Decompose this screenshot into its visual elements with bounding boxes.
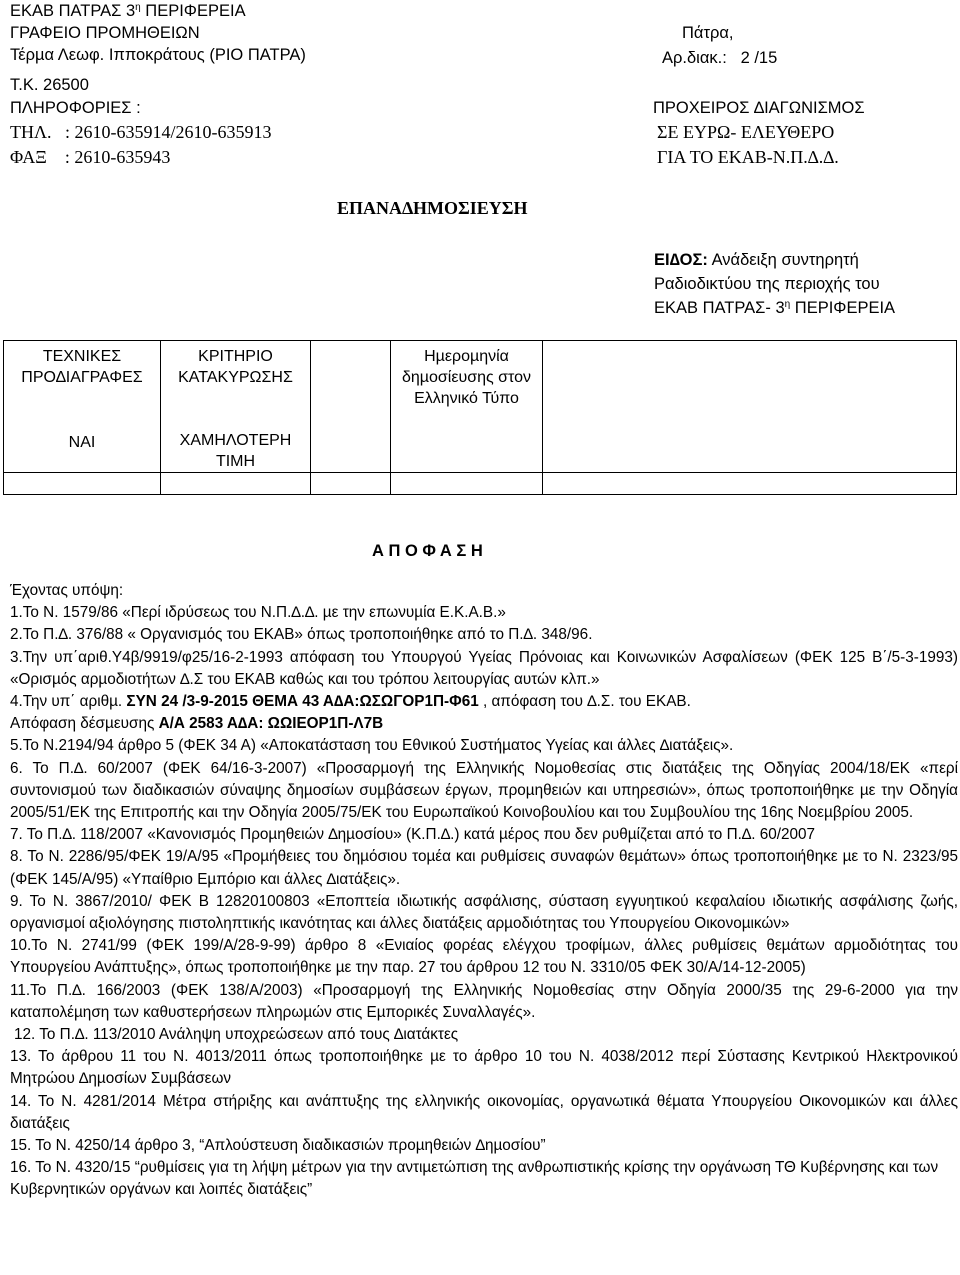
header-org-line: ΕΚΑΒ ΠΑΤΡΑΣ $3^\eta$ ΠΕΡΙΦΕΡΕΙΑ	[10, 2, 246, 20]
page-title: ΕΠΑΝΑ∆ΗΜΟΣΙΕΥΣΗ	[337, 198, 528, 218]
technical-specs-header: ΤΕΧΝΙΚΕΣ ΠΡΟ∆ΙΑΓΡΑΦΕΣ	[21, 348, 143, 386]
subject-line-3: ΕΚΑΒ ΠΑΤΡΑΣ- $3^\eta$ ΠΕΡΙΦΕΡΕΙΑ	[654, 299, 896, 317]
award-criterion-value: ΧΑΜΗΛΟΤΕΡΗ ΤΙΜΗ	[179, 432, 292, 470]
considerations-intro: Έχοντας υπόψη:	[10, 582, 124, 599]
header-city: Πάτρα,	[682, 24, 734, 42]
technical-specs-value: ΝΑΙ	[68, 434, 96, 451]
table-divider	[310, 340, 311, 494]
subject-line-1: ΕΙ∆ΟΣ: Ανάδειξη συντηρητή	[654, 251, 859, 269]
list-item: 16. Το Ν. 4320/15 “ρυθµίσεις για τη λήψη µέτρων για την αντιµετώπιση της ανθρωπιστικής κρίσης την οργάνωση ΤΘ Κυβέρνησης και των Κυβερνητικών οργάνων και λοιπές διατάξεις”	[10, 1159, 939, 1199]
list-item: 6. Το Π.∆. 60/2007 (ΦΕΚ 64/16-3-2007) «Προσαρµογή της Ελληνικής Νοµοθεσίας στις διατάξεις της Οδηγίας 2004/18/ΕΚ «περί συντονισµού των διαδικασιών σύναψης δηµοσίων συµβάσεων έργων, προµηθειών και υπηρεσιών», όπως τροποποιήθηκε µε την Οδηγία 2005/51/ΕΚ της Επιτροπής και την Οδηγία 2005/75/ΕΚ του Ευρωπαϊκού Κοινοβουλίου και του Συµβουλίου της 16ης Νοεµβρίου 2005.	[10, 759, 958, 822]
header-postcode: Τ.Κ. 26500	[10, 76, 89, 94]
list-item: 8. Το Ν. 2286/95/ΦΕΚ 19/Α/95 «Προµήθειες του δηµόσιου τοµέα και ρυθµίσεις συναφών θεµάτων» όπως τροποποιήθηκε µε το Ν. 2323/95 (ΦΕΚ 145/Α/95) «Υπαίθριο Εµπόριο και άλλες ∆ιατάξεις».	[10, 848, 958, 888]
decision-title: Α Π Ο Φ Α Σ Η	[372, 542, 483, 560]
list-item: 13. Το άρθρου 11 του Ν. 4013/2011 όπως τροποποιήθηκε µε το άρθρο 10 του Ν. 4038/2012 περί Σύστασης Κεντρικού Ηλεκτρονικού Μητρώου ∆ηµοσίων Συµβάσεων	[10, 1048, 958, 1088]
list-item: 1.Το Ν. 1579/86 «Περί ιδρύσεως του Ν.Π.∆.∆. µε την επωνυµία Ε.Κ.Α.Β.»	[10, 604, 506, 622]
subject-line-2: Ραδιοδικτύου της περιοχής του	[654, 275, 880, 293]
tender-type: ΠΡΟΧΕΙΡΟΣ ∆ΙΑΓΩΝΙΣΜΟΣ	[653, 99, 865, 117]
header-phone: ΤΗΛ. : 2610-635914/2610-635913	[10, 122, 272, 142]
list-item: 15. Το Ν. 4250/14 άρθρο 3, “Απλούστευση διαδικασιών προµηθειών ∆ηµοσίου”	[10, 1137, 546, 1155]
list-item: 9. Το Ν. 3867/2010/ ΦΕΚ Β 12820100803 «Εποπτεία ιδιωτικής ασφάλισης, σύσταση εγγυητικού κεφαλαίου ιδιωτικής ασφάλισης ζωής, οργανισµοί αξιολόγησης πιστοληπτικής ικανότητας και άλλες διατάξεις αρµοδιότητας του Υπουργείου Οικονοµικών»	[10, 892, 958, 933]
table-row-line	[4, 472, 956, 473]
list-item: 11.Το Π.∆. 166/2003 (ΦΕΚ 138/Α/2003) «Προσαρµογή της Ελληνικής Νοµοθεσίας στην Οδηγία 2000/35 της 29-6-2000 για την καταπολέµηση των καθυστερήσεων πληρωµών στις Εµπορικές Συναλλαγές».	[10, 981, 958, 1021]
considerations-list	[10, 580, 958, 1202]
header-fax: ΦΑΞ : 2610-635943	[10, 147, 171, 167]
header-address: Τέρµα Λεωφ. Ιπποκράτους (ΡΙΟ ΠΑΤΡΑ)	[10, 46, 306, 64]
list-item-continuation: Απόφαση δέσµευσης Α/Α 2583 Α∆Α: ΩΩΙΕΟΡ1Π-Λ7Β	[10, 715, 384, 733]
header-ref: Αρ.διακ.: 2 /15	[662, 49, 778, 67]
award-criterion-header: ΚΡΙΤΗΡΙΟ ΚΑΤΑΚΥΡΩΣΗΣ	[178, 348, 293, 386]
publication-date-header: Ηµεροµηνία δηµοσίευσης στον Ελληνικό Τύπο	[401, 348, 532, 407]
list-item: 12. Το Π.∆. 113/2010 Ανάληψη υποχρεώσεων από τους ∆ιατάκτες	[14, 1026, 459, 1044]
header-department: ΓΡΑΦΕΙΟ ΠΡΟΜΗΘΕΙΩΝ	[10, 24, 200, 42]
table-divider	[542, 340, 543, 494]
list-item: 10.Το Ν. 2741/99 (ΦΕΚ 199/Α/28-9-99) άρθρο 8 «Ενιαίος φορέας ελέγχου τροφίµων, άλλες ρυθµίσεις θεµάτων αρµοδιότητας του Υπουργείου Ανάπτυξης», όπως τροποποιήθηκε µε την παρ. 27 του άρθρου 12 του Ν. 3310/05 ΦΕΚ 30/Α/14-12-2005)	[10, 937, 958, 977]
list-item: 7. Το Π.∆. 118/2007 «Κανονισµός Προµηθειών ∆ηµοσίου» (Κ.Π.∆.) κατά µέρος που δεν ρυθµίζεται από το Π.∆. 60/2007	[10, 826, 816, 844]
tender-currency: ΣΕ ΕΥΡΩ- ΕΛΕΥΘΕΡΟ	[657, 122, 835, 142]
list-item: 3.Την υπ΄αριθ.Υ4β/9919/φ25/16-2-1993 απόφαση του Υπουργού Υγείας Πρόνοιας και Κοινωνικών Ασφαλίσεων (ΦΕΚ 125 Β΄/5-3-1993) «Ορισµός αρµοδιοτήτων ∆.Σ του ΕΚΑΒ καθώς και του τρόπου λειτουργίας αυτών κλπ.»	[10, 648, 958, 688]
list-item: 5.Το Ν.2194/94 άρθρο 5 (ΦΕΚ 34 Α) «Αποκατάσταση του Εθνικού Συστήµατος Υγείας και άλλες ∆ιατάξεις».	[10, 737, 734, 755]
list-item: 2.Το Π.∆. 376/88 « Οργανισµός του ΕΚΑΒ» όπως τροποποιήθηκε από το Π.∆. 348/96.	[10, 626, 593, 644]
header-info-label: ΠΛΗΡΟΦΟΡΙΕΣ :	[10, 99, 141, 117]
tender-for: ΓΙΑ ΤΟ ΕΚΑΒ-Ν.Π.∆.∆.	[657, 147, 839, 167]
list-item: 4.Την υπ΄ αριθµ. ΣΥΝ 24 /3-9-2015 ΘΕΜΑ 43 Α∆Α:ΩΣΩΓΟΡ1Π-Φ61 , απόφαση του ∆.Σ. του ΕΚΑΒ.	[10, 693, 691, 711]
list-item: 14. Το Ν. 4281/2014 Μέτρα στήριξης και ανάπτυξης της ελληνικής οικονοµίας, οργανωτικά θέµατα Υπουργείου Οικονοµικών και άλλες διατάξεις	[10, 1092, 958, 1132]
